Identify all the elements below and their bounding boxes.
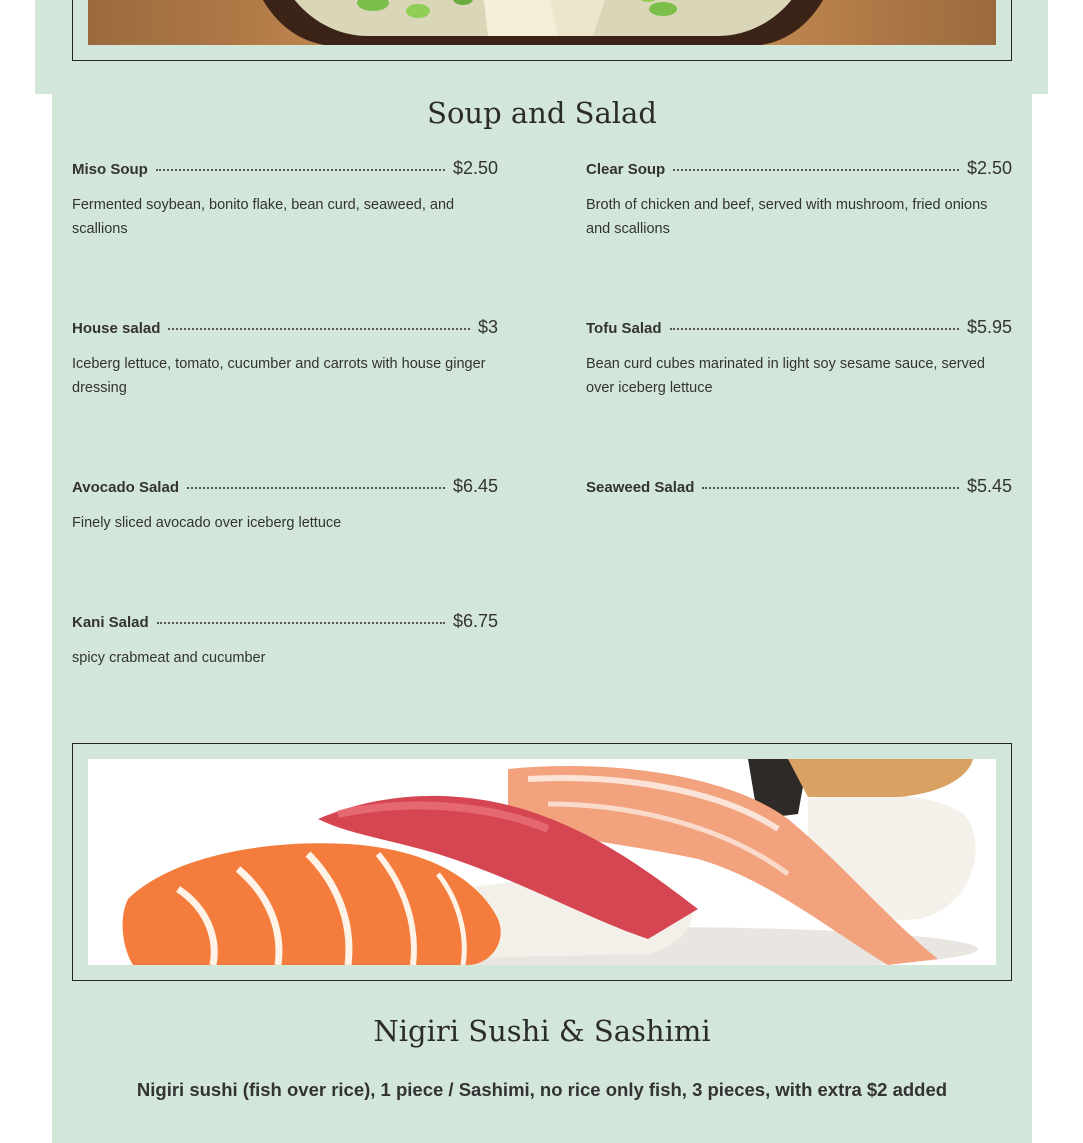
item-description: Finely sliced avocado over iceberg lettuce [72,515,342,531]
nigiri-sashimi-title: Nigiri Sushi & Sashimi [373,1014,711,1048]
menu-item-kani-salad [72,611,498,670]
item-name: Tofu Salad [586,320,662,337]
miso-soup-photo-frame [72,0,1012,61]
menu-item-clear-soup [586,158,1012,241]
item-price: $2.50 [966,158,1012,178]
dot-leader [673,169,959,171]
item-price: $6.75 [452,611,498,631]
item-name: Avocado Salad [72,479,179,496]
item-name: Miso Soup [72,161,148,178]
dot-leader [670,328,959,330]
nigiri-description: Nigiri sushi (fish over rice), 1 piece / Sashimi, no rice only fish, 3 pieces, with extra $2 added [136,1079,948,1100]
sushi-photo [88,759,996,965]
item-price: $5.45 [966,476,1012,496]
menu-item-avocado-salad [72,476,498,535]
item-description: Bean curd cubes marinated in light soy sesame sauce, served over iceberg lettuce [586,356,985,396]
item-name: Seaweed Salad [586,479,695,496]
item-price: $6.45 [452,476,498,496]
item-name: Clear Soup [586,161,666,178]
nigiri-sushi-image [88,759,996,965]
item-name: House salad [72,320,161,337]
dot-leader [156,169,445,171]
item-price: $2.50 [452,158,498,178]
menu-item-house-salad [72,317,498,400]
item-description: Broth of chicken and beef, served with mushroom, fried onions and scallions [586,197,988,237]
menu-item-seaweed-salad [586,476,1012,498]
menu-item-tofu-salad [586,317,1012,400]
item-price: $5.95 [966,317,1012,337]
miso-soup-photo [88,0,996,45]
item-description: Fermented soybean, bonito flake, bean curd, seaweed, and scallions [72,197,455,237]
dot-leader [168,328,470,330]
miso-soup-image [88,0,996,45]
soup-salad-title: Soup and Salad [427,96,657,130]
dot-leader [187,487,445,489]
item-price: $3 [477,317,498,337]
item-name: Kani Salad [72,614,149,631]
dot-leader [702,487,959,489]
item-description: spicy crabmeat and cucumber [72,650,266,666]
dot-leader [157,622,445,624]
item-description: Iceberg lettuce, tomato, cucumber and carrots with house ginger dressing [72,356,486,396]
sushi-photo-frame [72,743,1012,981]
menu-item-miso-soup [72,158,498,241]
